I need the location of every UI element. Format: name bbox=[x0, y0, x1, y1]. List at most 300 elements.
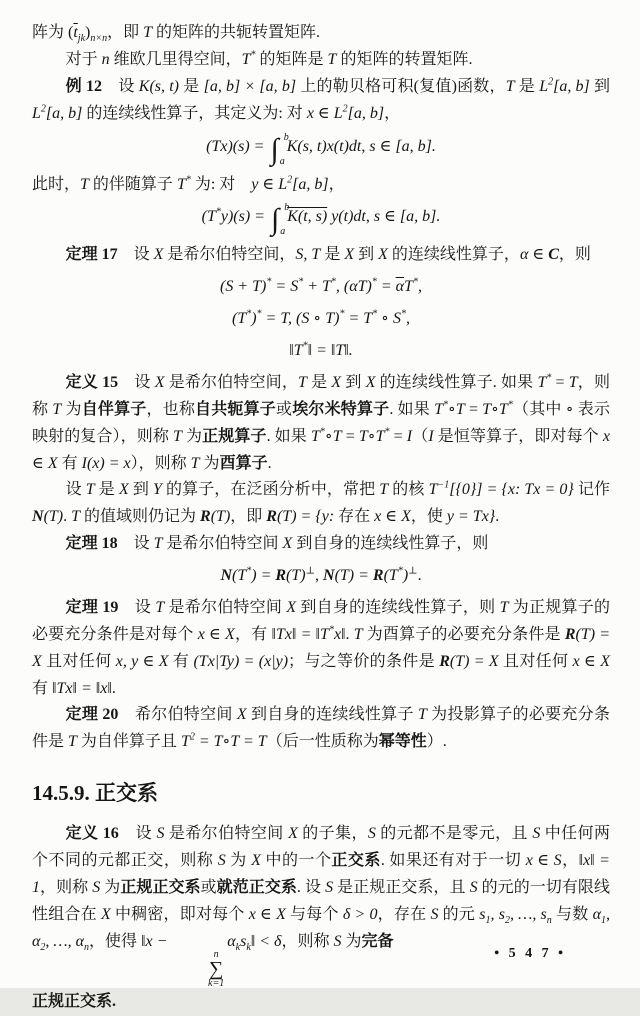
text-run: 2 bbox=[189, 731, 195, 743]
text-run: = bbox=[341, 427, 359, 445]
text-run: 为 bbox=[199, 454, 220, 472]
limit-or-sign: k=1 bbox=[208, 977, 225, 989]
text-run: T bbox=[311, 427, 320, 445]
text-run: T bbox=[404, 278, 413, 296]
text-run: 正规正交系 bbox=[120, 879, 201, 897]
limit-or-sign: ∫ bbox=[270, 203, 280, 237]
text-run: T bbox=[358, 427, 368, 445]
text-run: （ bbox=[412, 427, 429, 445]
text-run: 2 bbox=[342, 103, 348, 115]
text-run: s ∈ [a, b]. bbox=[373, 208, 441, 226]
text-run: S bbox=[156, 825, 165, 843]
text-run: , bbox=[361, 137, 370, 155]
text-run: T bbox=[418, 706, 427, 724]
text-run: (T) bbox=[43, 508, 64, 526]
text-run: S bbox=[325, 879, 334, 897]
text-run: x ∈ X bbox=[572, 652, 610, 670]
text-run: 是恒等算子，即对每个 bbox=[433, 427, 603, 445]
text-run: 设 bbox=[118, 373, 155, 391]
text-run: 为 bbox=[341, 932, 362, 950]
text-run: s ∈ [a, b]. bbox=[369, 137, 436, 155]
text-run: = bbox=[551, 373, 569, 391]
text-run: * bbox=[246, 308, 252, 320]
text-run: (T) = X bbox=[449, 652, 499, 670]
text-run: 中任何两个不同的元都正交，则称 bbox=[32, 825, 610, 870]
text-run: 且对任何 bbox=[41, 652, 116, 670]
text-run: K(s, t) bbox=[138, 77, 179, 95]
formula-kernel-range bbox=[32, 563, 610, 590]
text-run: 设 bbox=[118, 598, 156, 616]
text-run: y = Tx} bbox=[446, 508, 496, 526]
text-run: 的连续线性算子，其定义为: 对 bbox=[82, 104, 307, 122]
text-run: 是希尔伯特空间， bbox=[164, 373, 299, 391]
text-run: = bbox=[464, 400, 483, 418]
text-run: y ∈ L bbox=[251, 175, 288, 193]
text-run: s bbox=[240, 932, 247, 950]
text-run: ) = bbox=[251, 567, 276, 584]
text-run: X bbox=[154, 373, 165, 391]
text-run: x, y ∈ X bbox=[115, 652, 169, 670]
text-run: 到自身的连续线性算子 bbox=[246, 706, 418, 724]
text-run: 希尔伯特空间 bbox=[118, 706, 237, 724]
text-run: 阵为 ( bbox=[32, 24, 74, 41]
text-run: 是希尔伯特空间， bbox=[163, 246, 296, 264]
para-theorem-20 bbox=[32, 702, 610, 756]
text-run: N bbox=[220, 567, 232, 584]
text-run: (T) = X bbox=[32, 625, 611, 670]
text-run: [a, b] bbox=[553, 77, 590, 95]
text-run: 是 bbox=[306, 373, 332, 391]
text-run: . bbox=[267, 454, 272, 472]
text-run: . bbox=[111, 679, 116, 697]
text-run: X bbox=[118, 481, 129, 499]
text-run: 与数 bbox=[551, 906, 593, 924]
para-definition-15 bbox=[32, 370, 610, 478]
text-run: α bbox=[519, 246, 529, 264]
text-run: 是正规正交系，且 bbox=[333, 879, 470, 897]
text-run: R bbox=[266, 508, 277, 526]
text-run: y(t)dt bbox=[327, 208, 366, 226]
text-run: T bbox=[498, 400, 508, 418]
text-run: 为 bbox=[100, 879, 121, 897]
text-run: X bbox=[251, 852, 262, 870]
text-run: [a, b] bbox=[347, 104, 385, 122]
text-run: 设 bbox=[117, 535, 154, 553]
text-run: S bbox=[333, 932, 342, 950]
text-run: = bbox=[376, 278, 396, 296]
text-run: ‖T bbox=[289, 342, 303, 359]
text-run: = bbox=[389, 427, 407, 445]
text-run: I bbox=[428, 427, 434, 445]
text-run: = S bbox=[271, 278, 299, 296]
text-run: * bbox=[339, 308, 345, 320]
text-run: n×n bbox=[90, 33, 108, 45]
text-run: X bbox=[378, 246, 388, 264]
text-run: R bbox=[275, 567, 287, 584]
text-run: 维欧几里得空间， bbox=[109, 50, 242, 68]
text-run: S bbox=[217, 852, 226, 870]
text-run: k bbox=[246, 942, 251, 954]
text-run: 为 bbox=[225, 852, 252, 870]
text-run: 2 bbox=[40, 942, 46, 954]
text-run: (T) bbox=[210, 508, 231, 526]
text-run: ‖x − bbox=[141, 932, 172, 950]
text-run: T bbox=[180, 733, 190, 751]
text-run: ∘ bbox=[491, 400, 499, 418]
text-run: (T bbox=[383, 567, 398, 584]
text-run: T bbox=[68, 733, 77, 751]
summation-symbol bbox=[174, 950, 224, 989]
text-run: ‖Tx‖ = ‖T bbox=[271, 625, 329, 643]
text-run: K(t, s) bbox=[287, 208, 328, 226]
text-run: * bbox=[302, 340, 308, 352]
text-run: T bbox=[190, 454, 200, 472]
text-run: 1 bbox=[485, 915, 491, 927]
text-run: 为自伴算子且 bbox=[76, 733, 181, 751]
text-run: ∘ S bbox=[377, 310, 401, 328]
text-run: C bbox=[548, 246, 559, 264]
para-kernel-range bbox=[32, 477, 610, 531]
text-run: x ∈ X bbox=[374, 508, 411, 526]
text-run: 的矩阵的转置矩阵. bbox=[336, 50, 473, 68]
text-run: jk bbox=[77, 33, 86, 45]
text-run: ，则称 bbox=[32, 373, 610, 418]
text-run: ，则 bbox=[558, 246, 591, 264]
text-run: 的矩阵的共轭转置矩阵. bbox=[152, 24, 321, 41]
text-run: 为投影算子的必要充分条件是 bbox=[32, 706, 610, 751]
text-run: 14.5.9. 正交系 bbox=[32, 781, 158, 806]
text-run: [a, b] bbox=[292, 175, 329, 193]
text-run: Y bbox=[153, 481, 162, 499]
text-run: 的值域则仍记为 bbox=[80, 508, 201, 526]
text-run: 此时， bbox=[32, 175, 81, 193]
text-run: $\overline{\alpha}$ bbox=[395, 278, 405, 296]
text-run: * bbox=[443, 399, 448, 411]
text-run: 到自身的连续线性算子，则 bbox=[292, 535, 489, 553]
text-run: 的元的一切有限线性组合在 bbox=[32, 879, 610, 924]
text-run: X bbox=[344, 246, 355, 264]
text-run: (T) = bbox=[334, 567, 373, 584]
text-run: 的子集， bbox=[297, 825, 368, 843]
text-run: T bbox=[155, 598, 165, 616]
text-run: 中的一个 bbox=[261, 852, 332, 870]
text-run: 正规正交系. bbox=[32, 992, 117, 1010]
text-run: ，即 bbox=[230, 508, 267, 526]
text-run: (Tx|Ty) = (x|y) bbox=[193, 652, 289, 670]
text-run: 为 bbox=[61, 400, 82, 418]
text-run: 是希尔伯特空间 bbox=[162, 535, 283, 553]
text-run: T bbox=[80, 175, 89, 193]
text-run: (Tx)(s) = bbox=[206, 137, 269, 155]
text-run: n bbox=[84, 942, 90, 954]
text-run: 正交系 bbox=[331, 852, 381, 870]
text-run: = T, (S ∘ T) bbox=[261, 310, 340, 328]
text-run: −1 bbox=[437, 480, 450, 492]
text-run: 定理 20 bbox=[65, 706, 119, 724]
text-run: 酉算子 bbox=[219, 454, 268, 472]
text-run: X bbox=[331, 373, 342, 391]
text-run: 的元都不是零元，且 bbox=[375, 825, 533, 843]
text-run: . bbox=[417, 567, 422, 584]
text-run: 自共轭算子 bbox=[195, 400, 276, 418]
page-content bbox=[32, 20, 610, 1016]
formula-sum-adjoint bbox=[32, 274, 610, 301]
text-run: 为酉算子的必要充分条件是 bbox=[362, 625, 565, 643]
page-number: • 5 4 7 • bbox=[494, 946, 566, 962]
text-run: X bbox=[100, 906, 111, 924]
text-run: 定理 18 bbox=[65, 535, 118, 553]
text-run: 的伴随算子 bbox=[88, 175, 177, 193]
text-run: ) bbox=[85, 24, 91, 41]
text-run: I(x) = x bbox=[81, 454, 131, 472]
text-run: ，使得 bbox=[89, 932, 142, 950]
text-run: 正规算子 bbox=[202, 427, 267, 445]
text-run: 定义 16 bbox=[65, 825, 119, 843]
text-run: [a, b] bbox=[45, 104, 83, 122]
text-run: 的元 bbox=[438, 906, 480, 924]
text-run: = T bbox=[344, 310, 373, 328]
text-run: (T) = {y: bbox=[276, 508, 339, 526]
text-run: 或 bbox=[200, 879, 217, 897]
text-run: 的连续线性算子. 如果 bbox=[375, 373, 538, 391]
text-run: , α bbox=[32, 906, 610, 950]
text-run: (T bbox=[232, 567, 247, 584]
text-run: 到 bbox=[341, 373, 366, 391]
text-run: 的矩阵是 bbox=[255, 50, 328, 68]
text-run: S bbox=[469, 879, 478, 897]
text-run: I bbox=[406, 427, 413, 445]
text-run: 定义 15 bbox=[65, 373, 119, 391]
section-heading-14-5-9 bbox=[32, 776, 610, 811]
text-run: X bbox=[365, 373, 376, 391]
text-run: ，则称 bbox=[40, 879, 93, 897]
text-run: 是 bbox=[179, 77, 204, 95]
text-run: 完备 bbox=[361, 932, 394, 950]
text-run: * bbox=[215, 207, 221, 219]
text-run: T bbox=[505, 77, 515, 95]
text-run: ， bbox=[384, 104, 401, 122]
text-run: x ∈ S bbox=[525, 852, 562, 870]
text-run: , (αT) bbox=[335, 278, 372, 296]
text-run: T bbox=[428, 481, 438, 499]
text-run: * bbox=[371, 276, 377, 288]
text-run: 的连续线性算子， bbox=[387, 246, 520, 264]
text-run: S bbox=[367, 825, 376, 843]
text-run: 2 bbox=[548, 76, 554, 88]
text-run: x ∈ L bbox=[306, 104, 343, 122]
text-run: 定理 17 bbox=[65, 246, 118, 264]
text-run: ‖ < δ bbox=[250, 932, 282, 950]
text-run: , bbox=[365, 208, 374, 226]
text-run: 例 12 bbox=[65, 77, 102, 95]
text-run: ，即 bbox=[107, 24, 144, 41]
para-theorem-19 bbox=[32, 595, 610, 703]
limit-or-sign: a bbox=[280, 226, 286, 238]
text-run: T bbox=[71, 508, 81, 526]
text-run: X bbox=[286, 598, 297, 616]
text-run: 2 bbox=[287, 174, 293, 186]
text-run: 1 bbox=[601, 915, 606, 927]
text-run: * bbox=[412, 276, 418, 288]
text-run: X bbox=[288, 825, 298, 843]
text-run: N bbox=[323, 567, 335, 584]
text-run: 到 bbox=[589, 77, 610, 95]
integral-limits bbox=[279, 131, 289, 167]
text-run: K(s, t)x(t)dt bbox=[286, 137, 362, 155]
text-run: * bbox=[507, 399, 513, 411]
text-run: （后一性质称为 bbox=[266, 733, 379, 751]
text-run: * bbox=[330, 276, 336, 288]
text-run: N bbox=[32, 508, 44, 526]
text-run: x ∈ X bbox=[32, 427, 610, 472]
text-run: 的核 bbox=[388, 481, 429, 499]
text-run: T bbox=[298, 373, 307, 391]
text-run: T bbox=[327, 50, 337, 68]
text-run: n bbox=[546, 915, 552, 927]
text-run: + T bbox=[303, 278, 331, 296]
text-run: S bbox=[92, 879, 101, 897]
text-run: 有 bbox=[32, 679, 53, 697]
text-run: n bbox=[101, 50, 110, 68]
text-run: 存在 bbox=[338, 508, 375, 526]
text-run: . 设 bbox=[296, 879, 326, 897]
text-run: T bbox=[537, 373, 547, 391]
text-run: 为 bbox=[181, 427, 203, 445]
text-run: . bbox=[345, 625, 354, 643]
text-run: R bbox=[372, 567, 384, 584]
text-run: 或 bbox=[275, 400, 293, 418]
text-run: , …, α bbox=[45, 932, 85, 950]
text-run: ‖ = ‖T‖. bbox=[307, 342, 353, 359]
text-run: S bbox=[430, 906, 439, 924]
text-run: , s bbox=[490, 906, 505, 924]
text-run: ) bbox=[251, 310, 257, 328]
limit-or-sign: b bbox=[283, 131, 289, 143]
para-conjugate-transpose bbox=[32, 20, 610, 47]
text-run: ⊥ bbox=[305, 565, 315, 577]
limit-or-sign: a bbox=[279, 155, 285, 167]
text-run: 是希尔伯特空间 bbox=[164, 598, 287, 616]
text-run: 设 bbox=[65, 481, 86, 499]
limit-or-sign: n bbox=[213, 948, 219, 960]
para-example-12 bbox=[32, 74, 610, 128]
text-run: ‖Tx‖ = ‖x‖ bbox=[52, 679, 112, 697]
text-run: X bbox=[282, 535, 293, 553]
text-run: * bbox=[372, 308, 378, 320]
para-euclidean bbox=[32, 47, 610, 74]
text-run: δ > 0 bbox=[342, 906, 378, 924]
text-run: 与每个 bbox=[285, 906, 343, 924]
text-run: ，也称 bbox=[146, 400, 196, 418]
text-run: T bbox=[375, 427, 385, 445]
text-run: . 如果 bbox=[389, 400, 435, 418]
text-run: 是 bbox=[94, 481, 119, 499]
integral-limits bbox=[280, 202, 290, 238]
text-run: 到 bbox=[128, 481, 154, 499]
text-run: R bbox=[439, 652, 450, 670]
text-run: 对于 bbox=[65, 50, 102, 68]
text-run: * bbox=[266, 276, 272, 288]
text-run: 为: 对 bbox=[190, 175, 252, 193]
text-run: T bbox=[241, 50, 251, 68]
text-run: ）. bbox=[426, 733, 447, 751]
text-run: 到 bbox=[354, 246, 379, 264]
text-run: L bbox=[32, 104, 41, 122]
formula-Tx bbox=[32, 133, 610, 167]
text-run: , bbox=[417, 278, 422, 296]
text-run: ，存在 bbox=[377, 906, 431, 924]
text-run: T bbox=[482, 400, 492, 418]
text-run: $\overline{t}$ bbox=[73, 24, 78, 41]
text-run: (T bbox=[201, 208, 216, 226]
text-run: 是希尔伯特空间 bbox=[164, 825, 289, 843]
para-theorem-17 bbox=[32, 242, 610, 269]
text-run: * bbox=[298, 276, 304, 288]
text-run: * bbox=[185, 174, 191, 186]
text-run: 设 bbox=[117, 246, 154, 264]
text-run: * bbox=[246, 565, 252, 577]
text-run: k bbox=[235, 942, 241, 954]
text-run: L bbox=[539, 77, 549, 95]
text-run: ⊥ bbox=[408, 565, 418, 577]
text-run: (T bbox=[231, 310, 247, 328]
text-run: ，使 bbox=[410, 508, 447, 526]
formula-norm-equality bbox=[32, 338, 610, 365]
text-run: S, T bbox=[295, 246, 321, 264]
text-run: . 如果还有对于一切 bbox=[380, 852, 526, 870]
text-run: α bbox=[227, 932, 236, 950]
text-run: T bbox=[434, 400, 443, 418]
text-run: x ∈ X bbox=[248, 906, 286, 924]
text-run: 是 bbox=[514, 77, 540, 95]
text-run: R bbox=[200, 508, 211, 526]
text-run: ， bbox=[561, 852, 579, 870]
text-run: T bbox=[85, 481, 95, 499]
text-run: T bbox=[499, 598, 509, 616]
text-run: * bbox=[384, 426, 390, 438]
text-run: (S + T) bbox=[220, 278, 267, 296]
text-run: ∘ bbox=[448, 400, 456, 418]
text-run: , bbox=[406, 310, 410, 328]
text-run: 且对任何 bbox=[498, 652, 573, 670]
text-run: ；与之等价的条件是 bbox=[288, 652, 440, 670]
text-run: 埃尔米特算子 bbox=[292, 400, 390, 418]
text-run: 为正规算子的必要充分条件是对每个 bbox=[32, 598, 610, 643]
text-run: [{0}] = {x: Tx = 0} bbox=[449, 481, 574, 499]
text-run: T bbox=[143, 24, 153, 41]
text-run: 有 bbox=[168, 652, 194, 670]
text-run: T bbox=[379, 481, 389, 499]
text-run: ∘ bbox=[324, 427, 333, 445]
text-run: 上的勒贝格可积(复值)函数， bbox=[296, 77, 506, 95]
text-run: T bbox=[52, 400, 62, 418]
text-run: x ∈ X bbox=[197, 625, 235, 643]
text-run: T bbox=[353, 625, 363, 643]
text-run: R bbox=[564, 625, 576, 643]
text-run: . bbox=[495, 508, 500, 526]
text-run: * bbox=[250, 49, 256, 61]
text-run: ，则称 bbox=[281, 932, 334, 950]
text-run: , …, s bbox=[509, 906, 547, 924]
text-run: ，有 bbox=[234, 625, 272, 643]
text-run: 记作 bbox=[573, 481, 610, 499]
formula-double-adjoint bbox=[32, 306, 610, 333]
text-run: 定理 19 bbox=[65, 598, 119, 616]
limit-or-sign: b bbox=[284, 202, 290, 214]
text-run: （其中 ∘ 表示映射的复合），则称 bbox=[32, 400, 610, 445]
text-run: ），则称 bbox=[130, 454, 191, 472]
para-adjoint bbox=[32, 172, 610, 199]
